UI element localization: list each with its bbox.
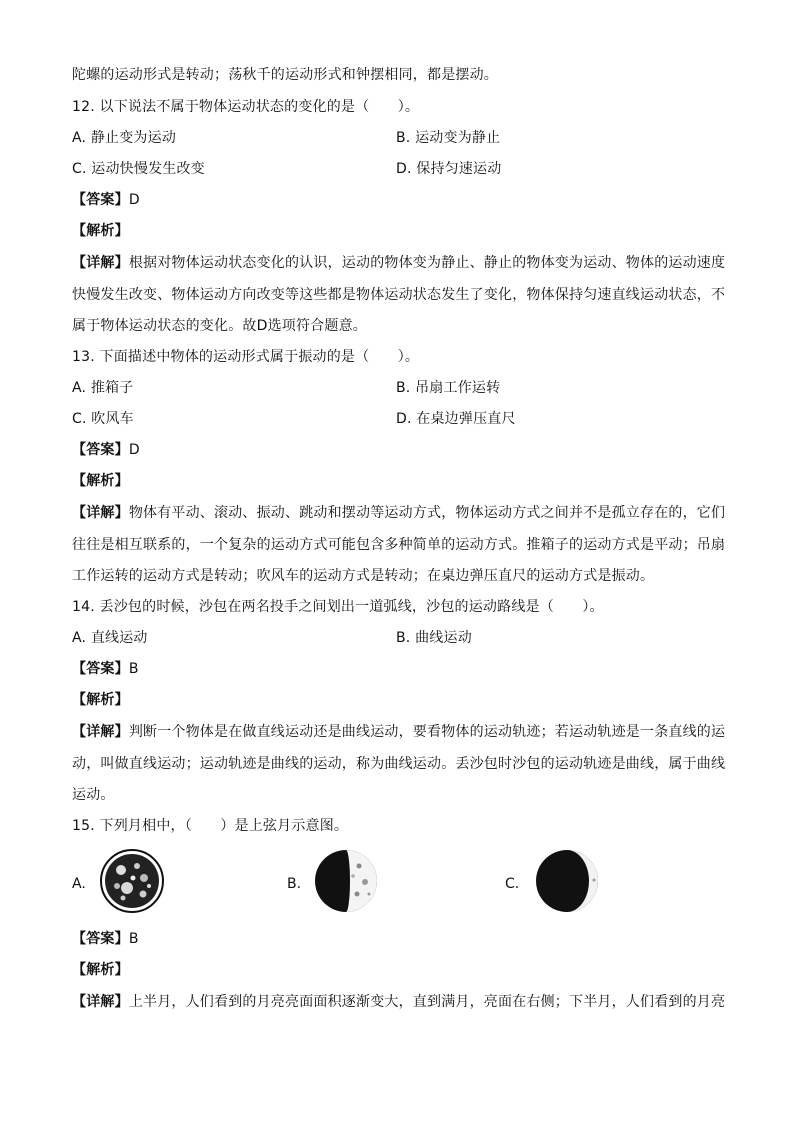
q13-option-row-1 [72,377,722,399]
q13-stem: 13. 下面描述中物体的运动形式属于振动的是（ ）。 [72,349,420,365]
answer-tag: 【答案】 [72,661,129,677]
q14-analysis-tag: 【解析】 [72,692,129,708]
q14-detail-line-3: 运动。 [72,787,115,803]
q13-option-b: B. 吊扇工作运转 [396,380,501,396]
answer-value: D [128,442,140,458]
waxing-crescent-moon-icon [534,848,600,914]
detail-text: 判断一个物体是在做直线运动还是曲线运动，要看物体的运动轨迹；若运动轨迹是一条直线的运 [128,724,726,740]
q13-detail-line-2: 往往是相互联系的，一个复杂的运动方式可能包含多种简单的运动方式。推箱子的运动方式是平动；吊扇 [72,537,726,553]
answer-value: B [128,931,139,947]
q13-detail-line-1 [72,502,726,524]
detail-text: 上半月，人们看到的月亮亮面面积逐渐变大，直到满月，亮面在右侧；下半月，人们看到的月亮 [128,994,726,1010]
detail-tag: 【详解】 [72,994,129,1010]
q14-detail-line-2: 动，叫做直线运动；运动轨迹是曲线的运动，称为曲线运动。丢沙包时沙包的运动轨迹是曲线，属于曲线 [72,756,726,772]
q13-option-a: A. 推箱子 [72,380,134,396]
answer-tag: 【答案】 [72,931,129,947]
q15-stem: 15. 下列月相中，（ ）是上弦月示意图。 [72,818,349,834]
q15-detail-line-1 [72,991,726,1013]
answer-tag: 【答案】 [72,442,129,458]
q14-stem: 14. 丢沙包的时候，沙包在两名投手之间划出一道弧线，沙包的运动路线是（ ）。 [72,599,604,615]
intro-text: 陀螺的运动形式是转动；荡秋千的运动形式和钟摆相同，都是摆动。 [72,67,498,83]
detail-text: 根据对物体运动状态变化的认识，运动的物体变为静止、静止的物体变为运动、物体的运动速度 [128,255,726,271]
q14-option-b: B. 曲线运动 [396,630,472,646]
q13-option-c: C. 吹风车 [72,411,134,427]
q12-answer [72,189,722,211]
q15-option-c-label: C. [505,876,520,892]
q12-option-d: D. 保持匀速运动 [396,161,502,177]
q13-analysis-tag: 【解析】 [72,473,129,489]
q13-option-d: D. 在桌边弹压直尺 [396,411,516,427]
q12-detail-line-3: 属于物体运动状态的变化。故D选项符合题意。 [72,318,367,334]
detail-text: 物体有平动、滚动、振动、跳动和摆动等运动方式，物体运动方式之间并不是孤立存在的，它们 [128,505,726,521]
q14-option-a: A. 直线运动 [72,630,148,646]
q12-option-row-2 [72,158,722,180]
q12-option-b: B. 运动变为静止 [396,130,501,146]
q15-analysis-tag: 【解析】 [72,962,129,978]
answer-tag: 【答案】 [72,192,129,208]
q15-option-b-label: B. [287,876,302,892]
detail-tag: 【详解】 [72,255,129,271]
detail-tag: 【详解】 [72,724,129,740]
q14-answer [72,658,722,680]
q12-option-a: A. 静止变为运动 [72,130,177,146]
q12-detail-line-2: 快慢发生改变、物体运动方向改变等这些都是物体运动状态发生了变化，物体保持匀速直线运动状态，不 [72,287,726,303]
first-quarter-moon-icon [313,848,379,914]
q12-option-c: C. 运动快慢发生改变 [72,161,205,177]
q14-detail-line-1 [72,721,726,743]
q12-detail-line-1 [72,252,726,274]
answer-value: B [128,661,139,677]
detail-tag: 【详解】 [72,505,129,521]
q15-moon-options [0,848,794,918]
full-moon-icon [99,848,165,914]
q13-answer [72,439,722,461]
q12-option-row-1 [72,127,722,149]
q15-option-a-label: A. [72,876,86,892]
q15-answer [72,928,722,950]
q13-detail-line-3: 工作运转的运动方式是转动；吹风车的运动方式是转动；在桌边弹压直尺的运动方式是振动。 [72,568,655,584]
q14-option-row-1 [72,627,722,649]
q12-stem: 12. 以下说法不属于物体运动状态的变化的是（ ）。 [72,99,420,115]
answer-value: D [128,192,140,208]
q13-option-row-2 [72,408,722,430]
q12-analysis-tag: 【解析】 [72,223,129,239]
